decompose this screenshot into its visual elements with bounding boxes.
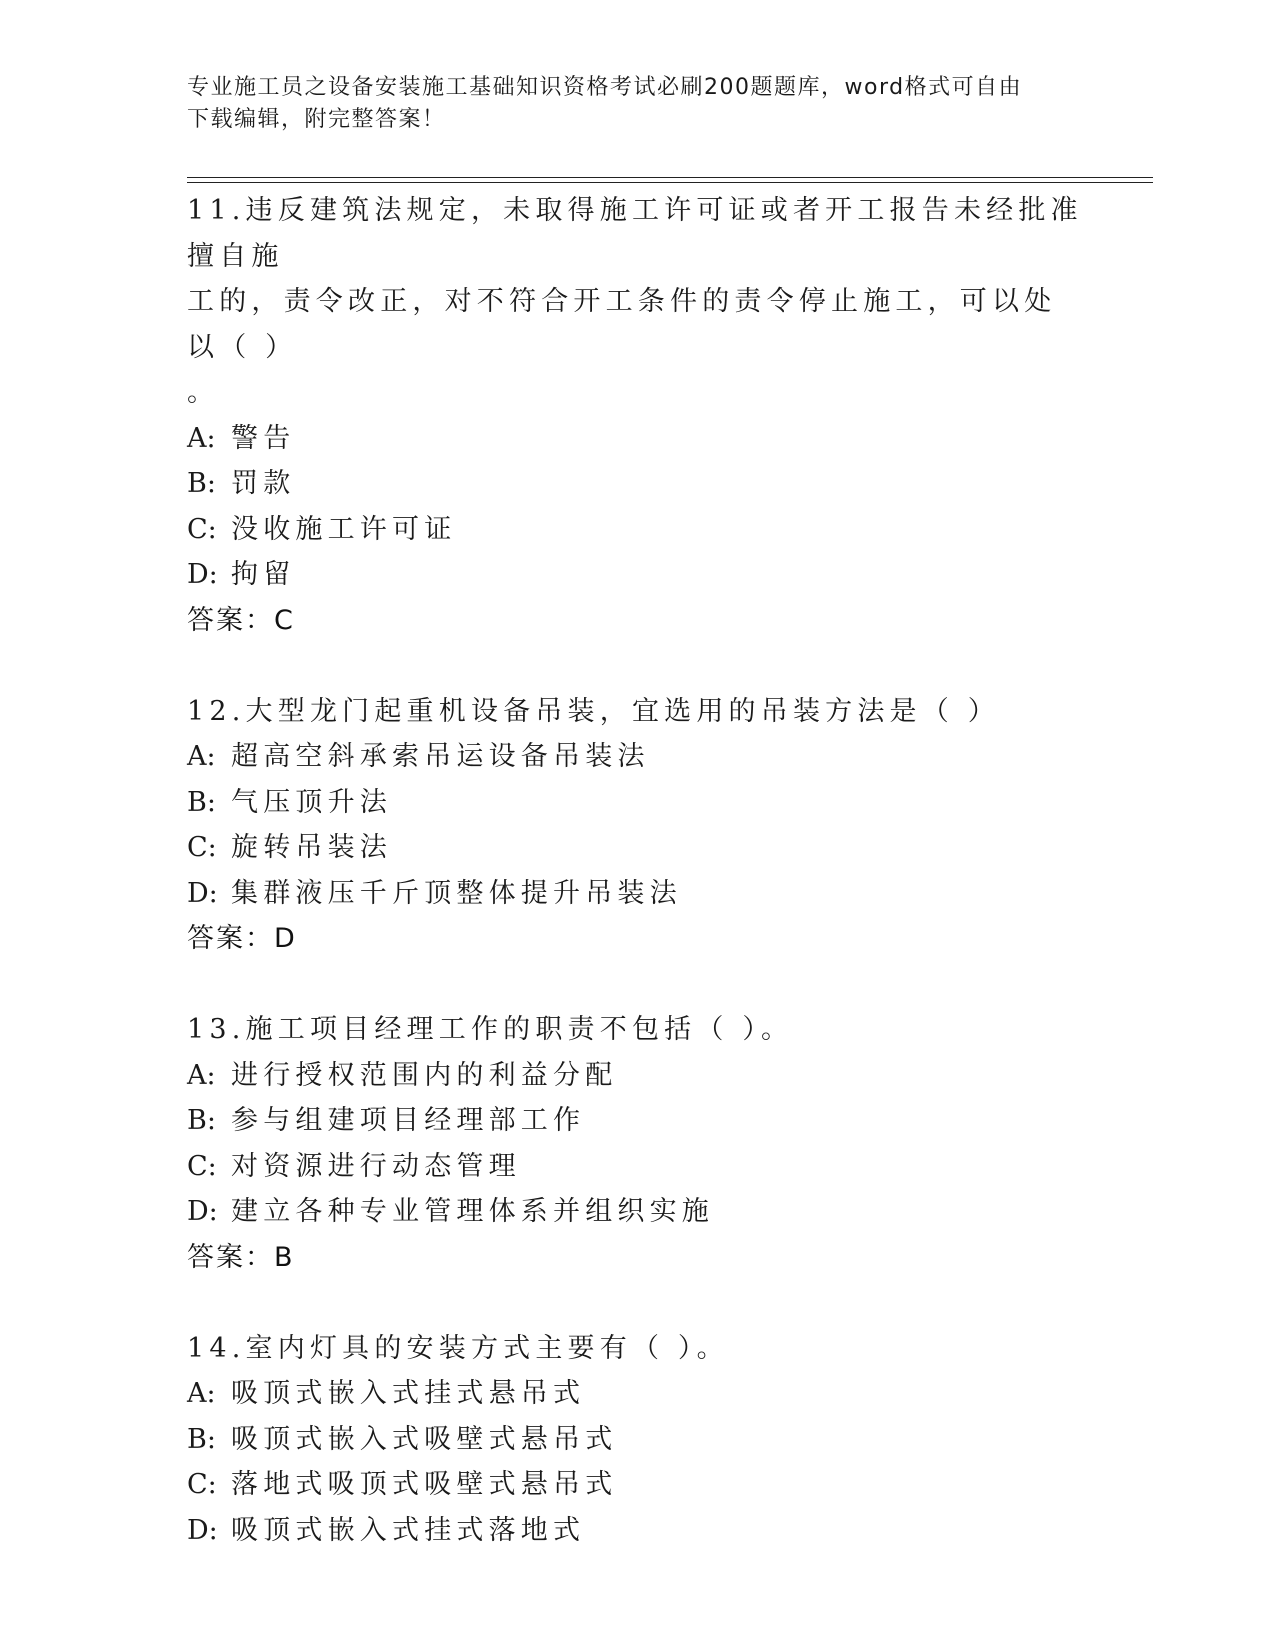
question-spacer xyxy=(187,1280,1087,1326)
option-d xyxy=(187,871,1087,917)
option-text: 拘留 xyxy=(231,559,296,590)
option-text: 参与组建项目经理部工作 xyxy=(231,1105,586,1136)
option-letter: B: xyxy=(187,1105,216,1136)
option-text: 建立各种专业管理体系并组织实施 xyxy=(231,1196,714,1227)
header-rule-top xyxy=(187,177,1153,178)
answer-line: 答案：C xyxy=(187,604,295,636)
option-c xyxy=(187,1462,1087,1508)
question-stem-line: 。 xyxy=(187,377,220,408)
option-text: 进行授权范围内的利益分配 xyxy=(231,1059,618,1091)
option-b xyxy=(187,1098,1087,1144)
option-letter: C: xyxy=(187,832,217,863)
option-d xyxy=(187,1508,1087,1554)
question-stem-line: 14.室内灯具的安装方式主要有（ ）。 xyxy=(187,1332,729,1364)
option-b xyxy=(187,461,1087,507)
option-text: 吸顶式嵌入式吸壁式悬吊式 xyxy=(231,1423,618,1455)
option-letter: A: xyxy=(187,1378,216,1409)
option-letter: A: xyxy=(187,1059,216,1091)
option-text: 没收施工许可证 xyxy=(231,513,457,545)
option-c xyxy=(187,1144,1087,1190)
option-letter: B: xyxy=(187,468,216,499)
option-letter: D: xyxy=(187,1514,218,1546)
option-letter: B: xyxy=(187,786,216,818)
option-a xyxy=(187,416,1087,462)
option-b xyxy=(187,780,1087,826)
question-spacer xyxy=(187,962,1087,1008)
option-b xyxy=(187,1417,1087,1463)
option-text: 集群液压千斤顶整体提升吊装法 xyxy=(231,877,682,909)
question-stem-line: 13.施工项目经理工作的职责不包括（ ）。 xyxy=(187,1014,794,1045)
option-letter: D: xyxy=(187,877,218,909)
option-letter: C: xyxy=(187,1150,217,1182)
answer-line: 答案：B xyxy=(187,1241,295,1273)
option-letter: C: xyxy=(187,513,217,545)
question-13 xyxy=(187,1007,1087,1280)
option-letter: A: xyxy=(187,422,216,454)
option-letter: C: xyxy=(187,1469,217,1500)
question-11 xyxy=(187,188,1087,643)
question-14 xyxy=(187,1326,1087,1554)
option-letter: D: xyxy=(187,559,218,590)
option-d xyxy=(187,552,1087,598)
document-header xyxy=(187,72,1067,136)
option-c xyxy=(187,825,1087,871)
question-stem-line: 12.大型龙门起重机设备吊装，宜选用的吊装方法是（ ） xyxy=(187,695,1000,727)
option-a xyxy=(187,1371,1087,1417)
option-text: 旋转吊装法 xyxy=(231,832,392,863)
option-letter: A: xyxy=(187,741,216,772)
option-text: 超高空斜承索吊运设备吊装法 xyxy=(231,741,650,772)
header-line-2: 下载编辑，附完整答案！ xyxy=(187,107,446,132)
option-text: 对资源进行动态管理 xyxy=(231,1150,521,1182)
option-text: 罚款 xyxy=(231,468,296,499)
answer-line: 答案：D xyxy=(187,923,297,954)
question-stem-line: 工的，责令改正，对不符合开工条件的责令停止施工，可以处以（ ） xyxy=(187,286,1057,363)
option-d xyxy=(187,1189,1087,1235)
option-text: 落地式吸顶式吸壁式悬吊式 xyxy=(231,1469,618,1500)
option-a xyxy=(187,1053,1087,1099)
question-list xyxy=(187,188,1087,1553)
option-text: 吸顶式嵌入式挂式落地式 xyxy=(231,1514,586,1546)
question-spacer xyxy=(187,643,1087,689)
option-a xyxy=(187,734,1087,780)
header-rule-bottom xyxy=(187,182,1153,183)
option-letter: D: xyxy=(187,1196,218,1227)
option-text: 吸顶式嵌入式挂式悬吊式 xyxy=(231,1378,586,1409)
header-line-1: 专业施工员之设备安装施工基础知识资格考试必刷200题题库，word格式可自由 xyxy=(187,75,1023,100)
question-12 xyxy=(187,689,1087,962)
question-stem-line: 11.违反建筑法规定，未取得施工许可证或者开工报告未经批准擅自施 xyxy=(187,195,1083,272)
option-text: 气压顶升法 xyxy=(231,786,392,818)
option-text: 警告 xyxy=(231,422,296,454)
option-c xyxy=(187,507,1087,553)
option-letter: B: xyxy=(187,1423,216,1455)
